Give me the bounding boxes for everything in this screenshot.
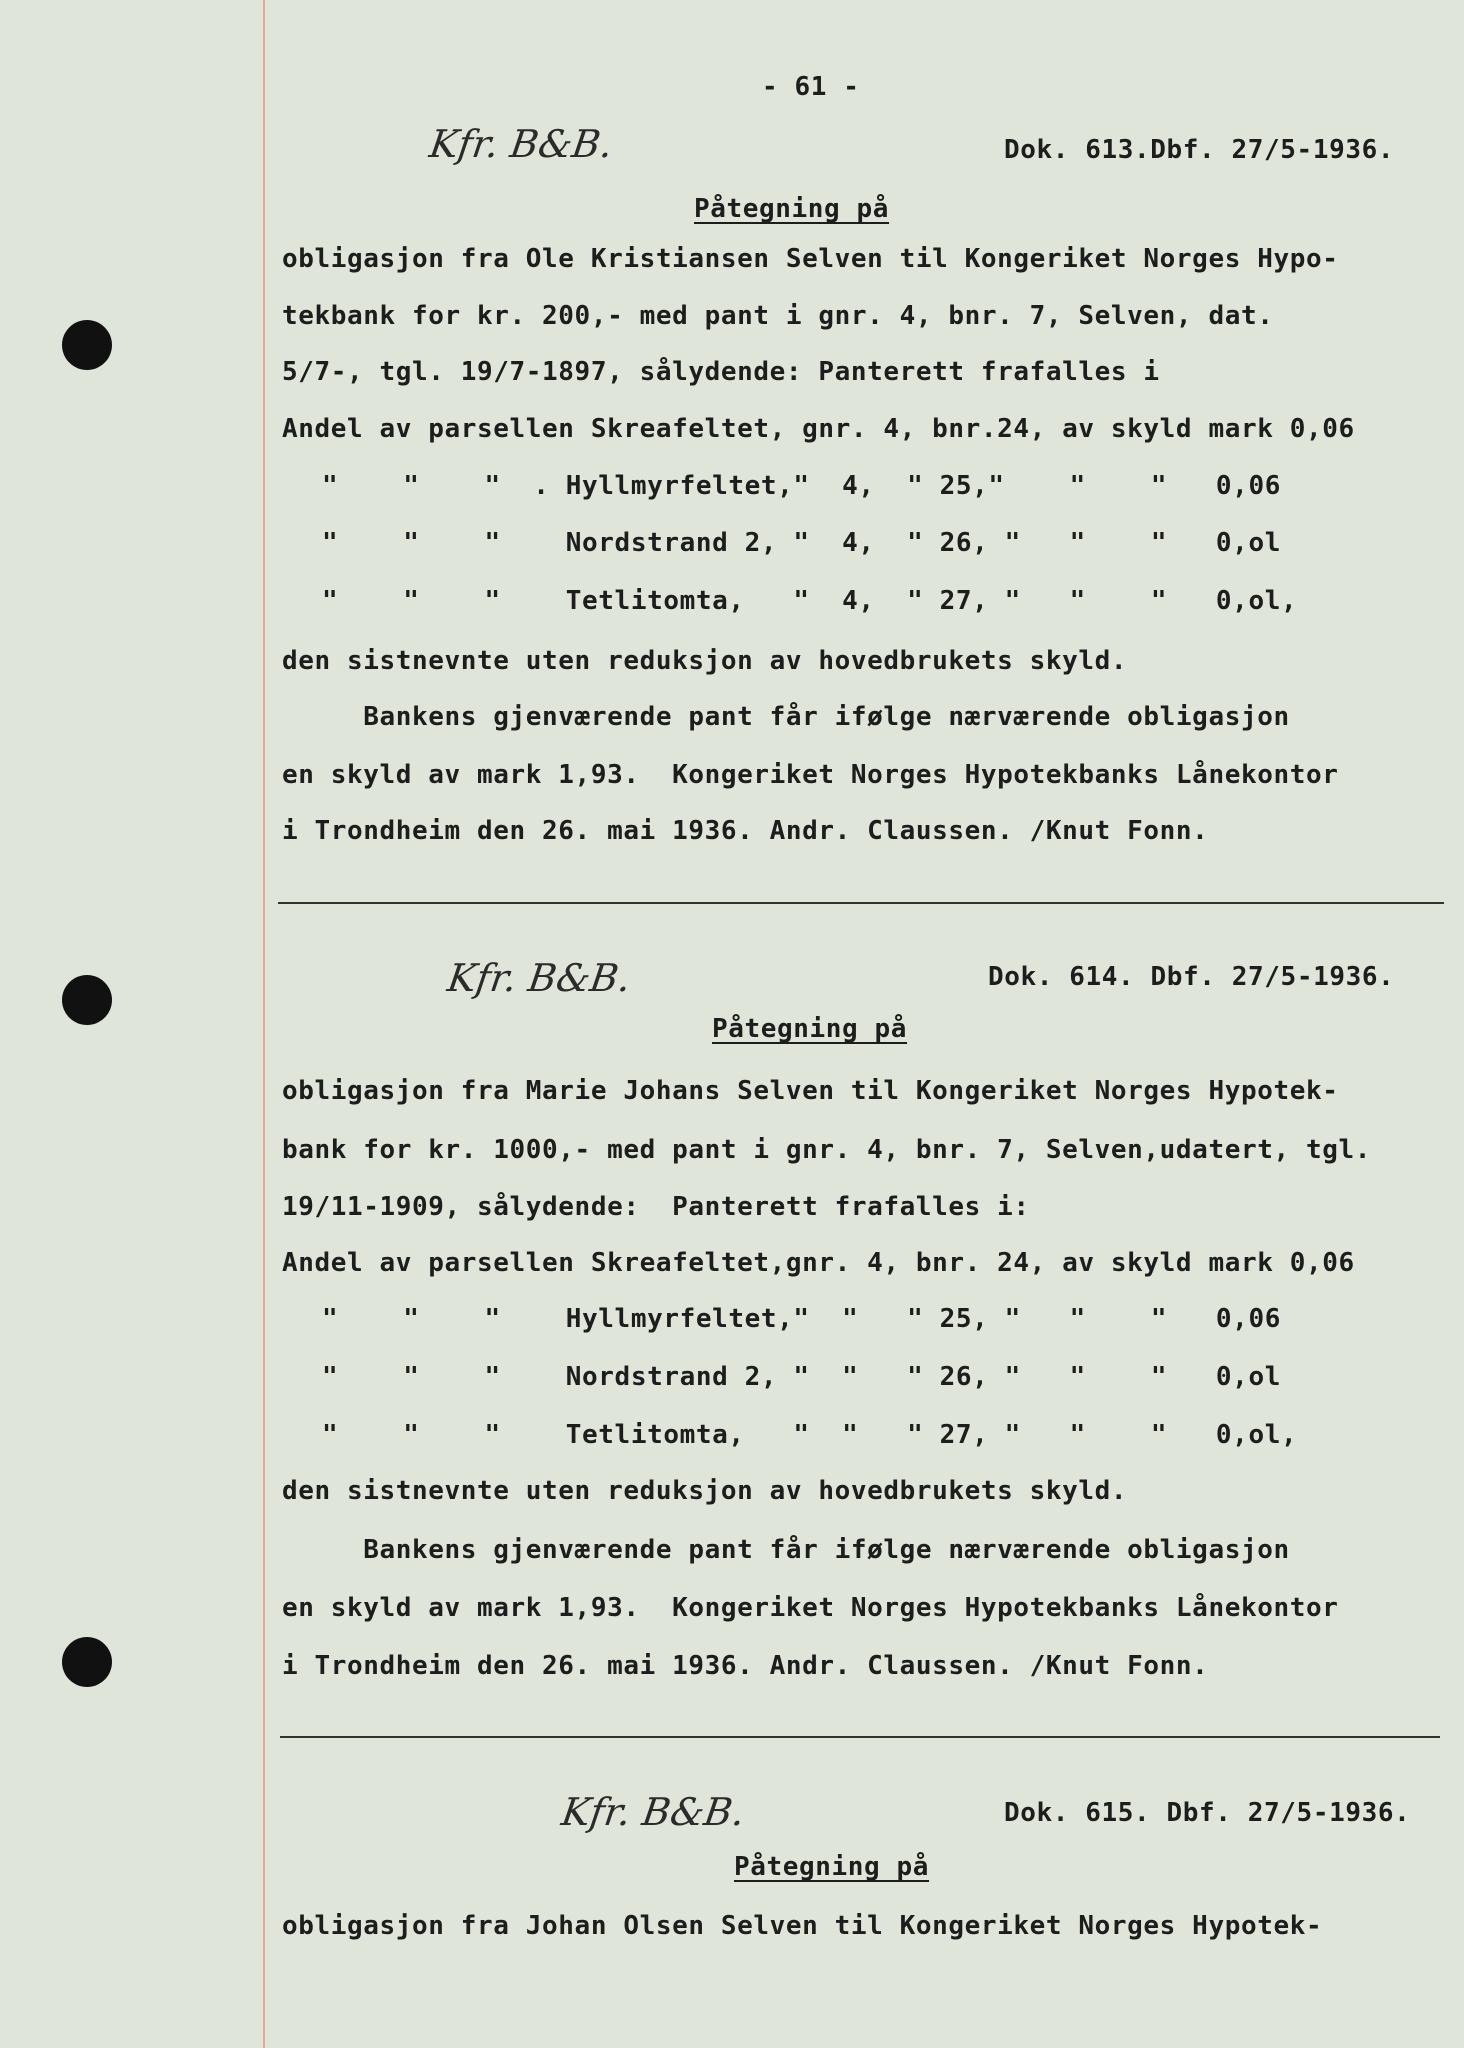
section-divider [278, 902, 1444, 904]
text-line: " " " Nordstrand 2, " " " 26, " " " 0,ol [322, 1362, 1281, 1392]
doc-reference: Dok. 613.Dbf. 27/5-1936. [1004, 135, 1395, 165]
text-line: den sistnevnte uten reduksjon av hovedbrukets skyld. [282, 1476, 1128, 1506]
page-number: - 61 - [762, 72, 860, 102]
punch-hole [62, 320, 112, 370]
doc-reference: Dok. 615. Dbf. 27/5-1936. [1004, 1798, 1411, 1828]
entry-heading: Påtegning på [712, 1014, 908, 1044]
text-line: " " " Tetlitomta, " 4, " 27, " " " 0,ol, [322, 586, 1298, 616]
punch-hole [62, 975, 112, 1025]
section-divider [280, 1736, 1440, 1738]
text-line: tekbank for kr. 200,- med pant i gnr. 4, bnr. 7, Selven, dat. [282, 301, 1274, 331]
text-line: 19/11-1909, sålydende: Panterett frafalles i: [282, 1192, 1030, 1222]
text-line: 5/7-, tgl. 19/7-1897, sålydende: Panterett frafalles i [282, 357, 1160, 387]
text-line: Andel av parsellen Skreafeltet,gnr. 4, bnr. 24, av skyld mark 0,06 [282, 1248, 1355, 1278]
text-line: " " " . Hyllmyrfeltet," 4, " 25," " " 0,06 [322, 471, 1281, 501]
text-line: Andel av parsellen Skreafeltet, gnr. 4, bnr.24, av skyld mark 0,06 [282, 414, 1355, 444]
entry-heading: Påtegning på [694, 194, 890, 224]
text-line: en skyld av mark 1,93. Kongeriket Norges Hypotekbanks Lånekontor [282, 760, 1339, 790]
handwritten-note: Kfr. B&B. [426, 122, 616, 166]
text-line: obligasjon fra Ole Kristiansen Selven til Kongeriket Norges Hypo- [282, 244, 1339, 274]
text-line: " " " Nordstrand 2, " 4, " 26, " " " 0,ol [322, 528, 1281, 558]
handwritten-note: Kfr. B&B. [444, 956, 634, 1000]
text-line: Bankens gjenværende pant får ifølge nærværende obligasjon [282, 1535, 1290, 1565]
margin-line [263, 0, 265, 2048]
doc-reference: Dok. 614. Dbf. 27/5-1936. [988, 962, 1395, 992]
text-line: obligasjon fra Johan Olsen Selven til Kongeriket Norges Hypotek- [282, 1911, 1323, 1941]
handwritten-note: Kfr. B&B. [558, 1790, 748, 1834]
text-line: i Trondheim den 26. mai 1936. Andr. Claussen. /Knut Fonn. [282, 1651, 1209, 1681]
text-line: obligasjon fra Marie Johans Selven til Kongeriket Norges Hypotek- [282, 1076, 1339, 1106]
text-line: " " " Tetlitomta, " " " 27, " " " 0,ol, [322, 1420, 1298, 1450]
text-line: Bankens gjenværende pant får ifølge nærværende obligasjon [282, 702, 1290, 732]
punch-hole [62, 1637, 112, 1687]
entry-heading: Påtegning på [734, 1852, 930, 1882]
text-line: den sistnevnte uten reduksjon av hovedbrukets skyld. [282, 646, 1128, 676]
text-line: i Trondheim den 26. mai 1936. Andr. Claussen. /Knut Fonn. [282, 816, 1209, 846]
text-line: " " " Hyllmyrfeltet," " " 25, " " " 0,06 [322, 1304, 1281, 1334]
text-line: bank for kr. 1000,- med pant i gnr. 4, bnr. 7, Selven,udatert, tgl. [282, 1135, 1371, 1165]
text-line: en skyld av mark 1,93. Kongeriket Norges Hypotekbanks Lånekontor [282, 1593, 1339, 1623]
